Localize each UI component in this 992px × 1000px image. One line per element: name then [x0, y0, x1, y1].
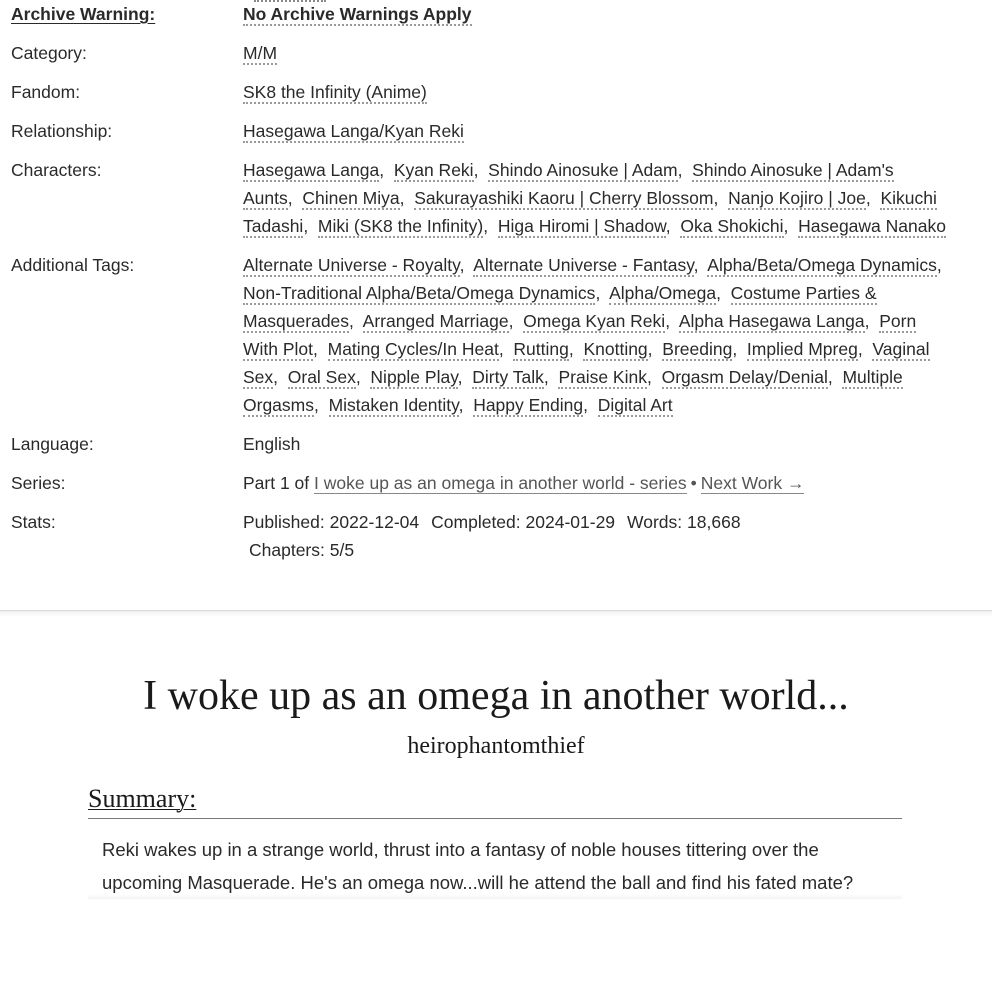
tag-separator: ,: [287, 188, 303, 208]
tag-separator: ,: [303, 216, 318, 236]
tag-separator: ,: [459, 255, 474, 275]
tag-separator: ,: [473, 160, 489, 180]
tag-link[interactable]: Nanjo Kojiro | Joe: [728, 188, 866, 208]
meta-row-additional-tags: [0, 251, 992, 419]
tag-separator: ,: [313, 339, 328, 359]
tag-link[interactable]: No Archive Warnings Apply: [243, 4, 472, 24]
tag-link[interactable]: Porn With Plot: [243, 311, 917, 359]
stats-line-primary: [243, 508, 952, 536]
meta-value: [243, 0, 992, 28]
tag-link[interactable]: Omega Kyan Reki: [523, 311, 666, 331]
meta-row-category: [0, 39, 992, 67]
stat-chapters-value: 5/5: [329, 540, 355, 560]
tag-separator: ,: [595, 283, 610, 303]
tag-link[interactable]: Chinen Miya: [302, 188, 400, 208]
tag-link[interactable]: Multiple Orgasms: [243, 367, 903, 415]
summary-body: [88, 833, 902, 899]
meta-label: Language:: [11, 434, 94, 454]
tag-link[interactable]: Sakurayashiki Kaoru | Cherry Blossom: [414, 188, 714, 208]
tag-separator: ,: [313, 395, 329, 415]
tag-link[interactable]: Digital Art: [597, 395, 673, 415]
work-title: I woke up as an omega in another world...: [143, 673, 849, 719]
tag-separator: ,: [646, 367, 662, 387]
tag-separator: ,: [716, 283, 731, 303]
tag-separator: ,: [483, 216, 498, 236]
tag-link[interactable]: Arranged Marriage: [362, 311, 509, 331]
tag-separator: ,: [349, 311, 363, 331]
divider-shadow: [0, 611, 992, 617]
tag-link[interactable]: Vaginal Sex: [243, 339, 930, 387]
tag-link[interactable]: Non-Traditional Alpha/Beta/Omega Dynamics: [243, 283, 596, 303]
meta-value-stats: [243, 508, 992, 564]
tag-separator: ,: [273, 367, 288, 387]
tag-link[interactable]: SK8 the Infinity (Anime): [243, 82, 427, 102]
tag-link[interactable]: Breeding: [662, 339, 733, 359]
tag-link[interactable]: Hasegawa Langa: [243, 160, 380, 180]
meta-value: [243, 251, 992, 419]
meta-value: [243, 117, 992, 145]
next-work-link[interactable]: Next Work →: [700, 473, 805, 493]
tag-link[interactable]: Implied Mpreg: [746, 339, 858, 359]
meta-row-relationship: [0, 117, 992, 145]
tag-separator: ,: [399, 188, 415, 208]
tag-link[interactable]: Dirty Talk: [472, 367, 544, 387]
meta-value: [243, 430, 992, 458]
tag-separator: ,: [865, 188, 881, 208]
meta-plain-value: English: [243, 434, 301, 454]
tag-separator: ,: [355, 367, 371, 387]
series-separator-bullet: •: [690, 473, 697, 493]
tag-link[interactable]: Alternate Universe - Fantasy: [473, 255, 694, 275]
tag-link[interactable]: Oka Shokichi: [680, 216, 784, 236]
summary-heading: Summary:: [88, 784, 902, 819]
tag-link[interactable]: Alpha/Beta/Omega Dynamics: [707, 255, 937, 275]
series-link[interactable]: I woke up as an omega in another world - series: [314, 473, 687, 493]
tag-link[interactable]: Knotting: [583, 339, 648, 359]
tag-separator: ,: [583, 395, 598, 415]
meta-row-archive-warning: [0, 0, 992, 28]
tag-separator: ,: [498, 339, 514, 359]
summary-module: [88, 784, 946, 899]
tag-separator: ,: [732, 339, 747, 359]
tag-link[interactable]: Miki (SK8 the Infinity): [317, 216, 484, 236]
tag-separator: ,: [857, 339, 873, 359]
tag-link[interactable]: Shindo Ainosuke | Adam: [488, 160, 678, 180]
stat-published-label: Published:: [243, 512, 325, 532]
tag-separator: ,: [693, 255, 708, 275]
meta-row-series: [0, 469, 992, 497]
meta-row-language: [0, 430, 992, 458]
tag-link[interactable]: Praise Kink: [558, 367, 647, 387]
tag-link[interactable]: Mating Cycles/In Heat: [327, 339, 499, 359]
meta-row-stats: [0, 508, 992, 564]
stat-words-value: 18,668: [687, 512, 741, 532]
tag-link[interactable]: Costume Parties & Masquerades: [243, 283, 877, 331]
stat-words-label: Words:: [627, 512, 683, 532]
meta-label-series: Series:: [11, 473, 66, 493]
tag-separator: ,: [713, 188, 729, 208]
tag-link[interactable]: Kyan Reki: [393, 160, 474, 180]
meta-value: [243, 78, 992, 106]
tag-link[interactable]: Rutting: [513, 339, 569, 359]
tag-link[interactable]: Alternate Universe - Royalty: [243, 255, 460, 275]
work-meta-list: [0, 0, 992, 458]
meta-label: Additional Tags:: [11, 255, 135, 275]
tag-link[interactable]: Orgasm Delay/Denial: [661, 367, 828, 387]
tag-separator: ,: [568, 339, 584, 359]
tag-link[interactable]: Alpha/Omega: [609, 283, 717, 303]
tag-separator: ,: [864, 311, 880, 331]
tag-separator: ,: [508, 311, 524, 331]
tag-separator: ,: [457, 367, 473, 387]
meta-value-series: [243, 469, 992, 497]
tag-separator: ,: [647, 339, 663, 359]
meta-label: Category:: [11, 43, 87, 63]
tag-separator: ,: [379, 160, 394, 180]
meta-label: Characters:: [11, 160, 102, 180]
stat-completed-label: Completed:: [431, 512, 521, 532]
tag-link[interactable]: Hasegawa Nanako: [798, 216, 946, 236]
work-byline-author[interactable]: heirophantomthief: [407, 733, 585, 760]
tag-link[interactable]: Alpha Hasegawa Langa: [678, 311, 865, 331]
meta-label: Fandom:: [11, 82, 81, 102]
tag-link[interactable]: Mistaken Identity: [328, 395, 459, 415]
stats-line-chapters: [243, 536, 952, 564]
stat-published-value: 2022-12-04: [329, 512, 420, 532]
meta-label: Archive Warning:: [11, 4, 156, 24]
tag-link[interactable]: Nipple Play: [370, 367, 458, 387]
meta-label-stats: Stats:: [11, 512, 56, 532]
tag-separator: ,: [827, 367, 843, 387]
tag-link[interactable]: Higa Hiromi | Shadow: [497, 216, 666, 236]
meta-row-characters: [0, 156, 992, 240]
work-preface: [0, 673, 992, 899]
tag-link[interactable]: Hasegawa Langa/Kyan Reki: [243, 121, 464, 141]
tag-link[interactable]: M/M: [243, 43, 278, 63]
tag-link[interactable]: Happy Ending: [473, 395, 584, 415]
meta-value: [243, 156, 992, 240]
tag-separator: ,: [543, 367, 559, 387]
tag-separator: ,: [677, 160, 693, 180]
tag-link[interactable]: Oral Sex: [287, 367, 356, 387]
tag-link[interactable]: Shindo Ainosuke | Adam's Aunts: [243, 160, 894, 208]
tag-separator: ,: [665, 311, 679, 331]
meta-value: [243, 39, 992, 67]
meta-row-fandom: [0, 78, 992, 106]
meta-label: Relationship:: [11, 121, 113, 141]
stat-chapters-label: Chapters:: [249, 540, 325, 560]
clipped-tag-underline: [254, 0, 326, 2]
summary-text: Reki wakes up in a strange world, thrust into a fantasy of noble houses tittering over the upcoming Masquerade. He's an omega now...will he attend the ball and find his fated mate?: [102, 839, 854, 894]
tag-link[interactable]: Kikuchi Tadashi: [243, 188, 937, 236]
tag-separator: ,: [458, 395, 474, 415]
tag-separator: ,: [665, 216, 681, 236]
tag-separator: ,: [783, 216, 799, 236]
tag-separator: ,: [936, 255, 947, 275]
series-part-prefix: Part 1 of: [243, 473, 310, 493]
stat-completed-value: 2024-01-29: [525, 512, 616, 532]
